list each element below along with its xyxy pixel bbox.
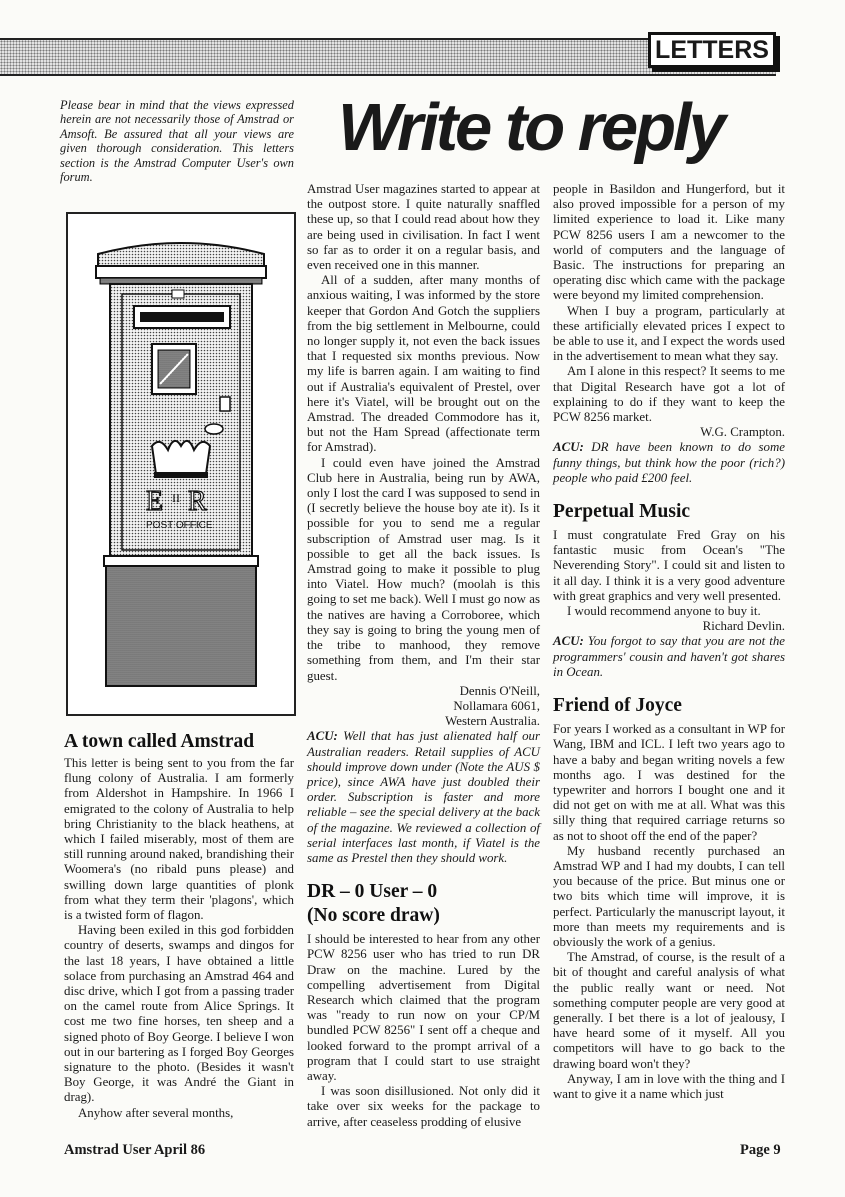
signature: W.G. Crampton. bbox=[700, 425, 785, 440]
letter-paragraph: Amstrad User magazines started to appear at the outpost store. I quite naturally snaffled these up, so that I could read about how they are being used in civilisation. In fact I went so far as to order it on a regular basis, and even received one in this manner. bbox=[307, 182, 540, 273]
acu-label: ACU: bbox=[307, 729, 338, 744]
acu-text: DR have been known to do some funny things, but think how the poor (rich?) people who paid £200 feel. bbox=[553, 440, 785, 485]
letter-heading: A town called Amstrad bbox=[64, 731, 255, 752]
acu-label: ACU: bbox=[553, 440, 584, 455]
footer-page-number: Page 9 bbox=[740, 1142, 781, 1158]
letter-paragraph: My husband recently purchased an Amstrad WP and I had my doubts, I can tell you because of the price. But minus one or two bits which time will improve, it is perfect. Particularly the manuscript layout, it more than meets my requirements and is obviously the work of a genius. bbox=[553, 843, 785, 949]
letter-heading-sub: (No score draw) bbox=[307, 905, 440, 927]
disclaimer: Please bear in mind that the views expressed herein are not necessarily those of Amstrad or Amsoft. Be assured that all your views are given thorough consideration. This letters section is the Amstrad Computer User's own forum. bbox=[60, 98, 294, 185]
postbox-illustration bbox=[66, 212, 296, 716]
page-title: Write to reply bbox=[338, 90, 723, 165]
letter-paragraph: I would recommend anyone to buy it. bbox=[567, 604, 761, 619]
letter-paragraph: When I buy a program, particularly at these artificially elevated prices I expect to be able to use it, and I expect the words used in the advertisement to mean what they say. bbox=[553, 303, 785, 364]
letter-paragraph: This letter is being sent to you from the far flung colony of Australia. I am formerly from Aldershot in Hampshire. In 1966 I emigrated to the colony of Australia to help bring Christianity to the black heathens, at which I failed miserably, most of them are still running around naked, brandishing their Woomera's (no ribald puns please) and swilling down large quantities of plonk from what they term their 'plagons', which is a twisted form of flagon. bbox=[64, 756, 294, 923]
cypher-mid: II bbox=[172, 491, 180, 505]
editor-reply bbox=[553, 634, 785, 680]
signature: Richard Devlin. bbox=[702, 619, 785, 634]
letter-paragraph: people in Basildon and Hungerford, but it also proved impossible for a person of my limited experience to load it. Like many PCW 8256 users I am a newcomer to the world of computers and the language of Basic. The instructions for preparing an operating disc which came with the package were beyond my limited comprehension. bbox=[553, 182, 785, 303]
signature: Western Australia. bbox=[445, 714, 540, 729]
acu-text: You forgot to say that you are not the programmers' cousin and haven't got shares in Ocean. bbox=[553, 634, 785, 679]
editor-reply bbox=[307, 729, 540, 866]
letter-heading: DR – 0 User – 0 bbox=[307, 881, 438, 903]
letter-paragraph: Having been exiled in this god forbidden country of deserts, swamps and dingos for the last 18 years, I have obtained a little solace from purchasing an Amstrad 464 and disc drive, which I got from a passing trader on the camel route from Alice Springs. It cost me two fine horses, ten sheep and a signed photo of Boy George. I believe I won out in our bartering as I forged Boy Georges signature to the photo. (Besides it wasn't Boy George, it was André the Giant in drag). bbox=[64, 923, 294, 1105]
acu-text: Well that has just alienated half our Australian readers. Retail supplies of ACU should improve down under (Note the AUS $ price), since AWA have just doubled their order. Subscription is faster and more reliable – see the special delivery at the back of the magazine. We reviewed a collection of serial interfaces last month, if Viatel is the same as Prestel then they should work. bbox=[307, 729, 540, 865]
pillar-box-icon bbox=[68, 214, 294, 714]
column-2 bbox=[307, 182, 540, 1130]
signature: Nollamara 6061, bbox=[453, 698, 540, 713]
column-3 bbox=[553, 182, 785, 1102]
footer-publication: Amstrad User April 86 bbox=[64, 1142, 206, 1158]
letter-paragraph: All of a sudden, after many months of anxious waiting, I was informed by the store keeper that Gordon And Gotch the suppliers from the big settlement in Melbourne, could no longer supply it, not even the back issues that I requested six months previous. Now my life is barren again. I am waiting to find out if Australia's equivalent of Prestel, over here it's Viatel, will be brought out on the Amstrad. The dreaded Commodore has it, but not the Ham Spread (affectionate term for Amstrad). bbox=[307, 273, 540, 455]
letter-paragraph: I could even have joined the Amstrad Club here in Australia, being run by AWA, only I lost the card I was supposed to send in (I secretly believe the house boy ate it). Is it possible for you to send me a regular subscription of Amstrad user mag. Is it possible to get all the back issues. Is Amstrad going to make it possible to plug into Viatel. How much? (moolah is this going to set me back). Well I must go now as the natives are having a Corroboree, which they say is going to bring the young men of the tribe to manhood, they remove something from them, and I'm their star guest. bbox=[307, 455, 540, 683]
column-1 bbox=[64, 730, 294, 1121]
letter-paragraph: Anyhow after several months, bbox=[78, 1105, 234, 1120]
letter-heading: Perpetual Music bbox=[553, 501, 691, 523]
cypher-left: E bbox=[146, 486, 164, 517]
letter-paragraph: I must congratulate Fred Gray on his fantastic music from Ocean's "The Neverending Story". I could sit and listen to it all day. I think it is a very good adventure with great graphics and very well presented. bbox=[553, 528, 785, 603]
letter-paragraph: I should be interested to hear from any other PCW 8256 user who has tried to run DR Draw on the machine. Lured by the compelling advertisement from Digital Research which claimed that the program was "ready to run now on your CP/M bundled PCW 8256" I sent off a cheque and looked forward to the prompt arrival of a program that I could start to use straight away. bbox=[307, 932, 540, 1083]
letter-paragraph: I was soon disillusioned. Not only did it take over six weeks for the package to arrive, after ceaseless prodding of elusive bbox=[307, 1084, 540, 1129]
post-office-sign: POST OFFICE bbox=[146, 520, 213, 531]
section-tag: LETTERS bbox=[648, 32, 776, 68]
letter-paragraph: The Amstrad, of course, is the result of a bit of thought and careful analysis of what the public really want or need. Not something computer people are very good at generally. I bet there is a lot of jealousy, I have heard some of it myself. All you competitors will have to go back to the drawing board won't they? bbox=[553, 950, 785, 1071]
cypher-right: R bbox=[188, 486, 207, 517]
signature: Dennis O'Neill, bbox=[459, 683, 540, 698]
letter-paragraph: Anyway, I am in love with the thing and I want to give it a name which just bbox=[553, 1071, 785, 1101]
letter-heading: Friend of Joyce bbox=[553, 695, 682, 717]
letter-paragraph: For years I worked as a consultant in WP for Wang, IBM and ICL. I left two years ago to have a baby and began writing novels a few months ago. I was destined for the typewriter and horrors I bought one and it did not get on with me at all. What was this silly thing that required carriage returns so as not to shoot off the end of the paper? bbox=[553, 722, 785, 843]
acu-label: ACU: bbox=[553, 634, 584, 649]
editor-reply bbox=[553, 440, 785, 486]
letter-paragraph: Am I alone in this respect? It seems to me that Digital Research have got a lot of explaining to do if they want to keep the PCW 8256 market. bbox=[553, 364, 785, 425]
